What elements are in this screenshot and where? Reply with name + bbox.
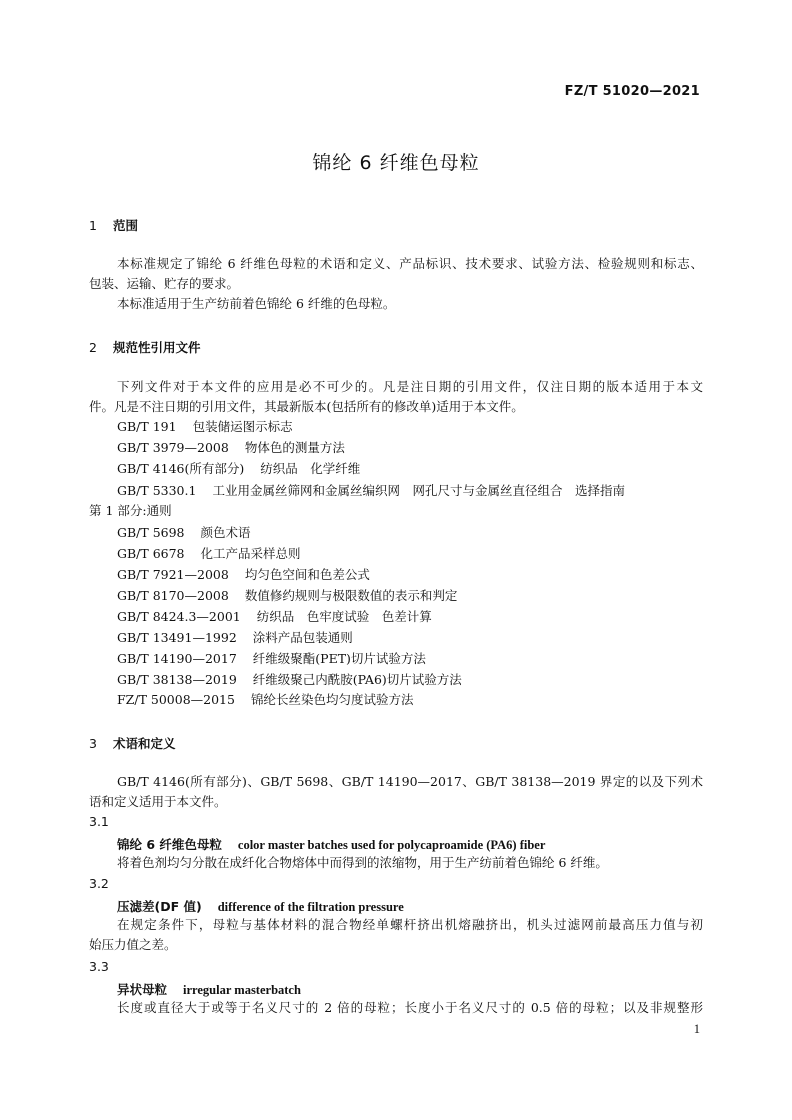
- reference-title: 纺织品 化学纤维: [260, 461, 361, 476]
- section-number: 1: [89, 218, 97, 233]
- reference-title: 纤维级聚酯(PET)切片试验方法: [252, 651, 426, 666]
- term-entry: [117, 897, 404, 915]
- paragraph-line: GB/T 4146(所有部分)、GB/T 5698、GB/T 14190—2017、GB/T 38138—2019 界定的以及下列术: [117, 774, 703, 789]
- reference-code: GB/T 38138—2019: [117, 672, 237, 687]
- reference-item: [117, 544, 703, 564]
- reference-item: [117, 649, 703, 669]
- section-title: 规范性引用文件: [113, 340, 201, 355]
- paragraph-line: 语和定义适用于本文件。: [89, 794, 227, 809]
- paragraph-line: 下列文件对于本文件的应用是必不可少的。凡是注日期的引用文件，仅注日期的版本适用于本文: [117, 379, 703, 394]
- reference-code: GB/T 3979—2008: [117, 440, 229, 455]
- term-english: difference of the filtration pressure: [217, 900, 404, 914]
- reference-title: 纺织品 色牢度试验 色差计算: [256, 609, 432, 624]
- section-3-heading: [89, 734, 176, 752]
- reference-code: GB/T 7921—2008: [117, 567, 229, 582]
- paragraph-line: 本标准适用于生产纺前着色锦纶 6 纤维的色母粒。: [117, 296, 396, 311]
- term-english: irregular masterbatch: [183, 983, 301, 997]
- reference-item: [117, 438, 703, 458]
- reference-code: GB/T 13491—1992: [117, 630, 237, 645]
- term-english: color master batches used for polycaproamide (PA6) fiber: [237, 838, 546, 852]
- page-number: 1: [693, 1022, 700, 1036]
- reference-title: 锦纶长丝染色均匀度试验方法: [250, 692, 414, 707]
- term-entry: [117, 980, 301, 998]
- reference-code: GB/T 14190—2017: [117, 651, 237, 666]
- reference-code: GB/T 191: [117, 419, 177, 434]
- reference-item: [117, 690, 703, 710]
- reference-title: 纤维级聚己内酰胺(PA6)切片试验方法: [252, 672, 462, 687]
- reference-code: GB/T 4146(所有部分): [117, 461, 245, 476]
- reference-title: 数值修约规则与极限数值的表示和判定: [244, 588, 458, 603]
- term-chinese: 异状母粒: [117, 982, 168, 997]
- reference-code: FZ/T 50008—2015: [117, 692, 235, 707]
- reference-code: GB/T 5330.1: [117, 483, 197, 498]
- reference-item: [117, 523, 703, 543]
- reference-item: [117, 417, 703, 437]
- reference-title: 均匀色空间和色差公式: [244, 567, 370, 582]
- reference-item: [117, 586, 703, 606]
- term-number: 3.1: [89, 814, 109, 829]
- reference-title: 化工产品采样总则: [200, 546, 301, 561]
- reference-title: 颜色术语: [200, 525, 251, 540]
- term-number: 3.2: [89, 876, 109, 891]
- document-title: 锦纶 6 纤维色母粒: [312, 152, 480, 174]
- section-number: 3: [89, 736, 97, 751]
- section-title: 术语和定义: [113, 736, 176, 751]
- term-chinese: 锦纶 6 纤维色母粒: [117, 837, 222, 852]
- reference-item: [117, 628, 703, 648]
- reference-title: 包装储运图示标志: [192, 419, 293, 434]
- section-number: 2: [89, 340, 97, 355]
- section-title: 范围: [113, 218, 139, 233]
- reference-title: 涂料产品包装通则: [252, 630, 353, 645]
- term-definition: 始压力值之差。: [89, 937, 177, 952]
- reference-item: [117, 481, 703, 501]
- paragraph-line: 包装、运输、贮存的要求。: [89, 276, 240, 291]
- reference-title: 工业用金属丝筛网和金属丝编织网 网孔尺寸与金属丝直径组合 选择指南: [212, 483, 625, 498]
- standard-code: FZ/T 51020—2021: [564, 84, 700, 99]
- reference-item: [117, 459, 703, 479]
- reference-item: [117, 565, 703, 585]
- reference-code: GB/T 8170—2008: [117, 588, 229, 603]
- term-definition: 长度或直径大于或等于名义尺寸的 2 倍的母粒；长度小于名义尺寸的 0.5 倍的母粒；以及非规整形: [117, 1000, 703, 1015]
- term-entry: [117, 835, 545, 853]
- reference-continuation: 第 1 部分:通则: [89, 503, 172, 518]
- section-1-heading: [89, 216, 138, 234]
- reference-title: 物体色的测量方法: [244, 440, 345, 455]
- paragraph-line: 件。凡是不注日期的引用文件，其最新版本(包括所有的修改单)适用于本文件。: [89, 399, 524, 414]
- paragraph-line: 本标准规定了锦纶 6 纤维色母粒的术语和定义、产品标识、技术要求、试验方法、检验规则和标志、: [117, 256, 703, 271]
- term-number: 3.3: [89, 959, 109, 974]
- reference-item: [117, 607, 703, 627]
- section-2-heading: [89, 338, 201, 356]
- reference-code: GB/T 5698: [117, 525, 185, 540]
- reference-item: [117, 670, 703, 690]
- reference-code: GB/T 8424.3—2001: [117, 609, 241, 624]
- term-definition: 将着色剂均匀分散在成纤化合物熔体中而得到的浓缩物，用于生产纺前着色锦纶 6 纤维。: [117, 855, 608, 870]
- reference-code: GB/T 6678: [117, 546, 185, 561]
- term-chinese: 压滤差(DF 值): [117, 899, 202, 914]
- term-definition: 在规定条件下，母粒与基体材料的混合物经单螺杆挤出机熔融挤出，机头过滤网前最高压力值与初: [117, 917, 703, 932]
